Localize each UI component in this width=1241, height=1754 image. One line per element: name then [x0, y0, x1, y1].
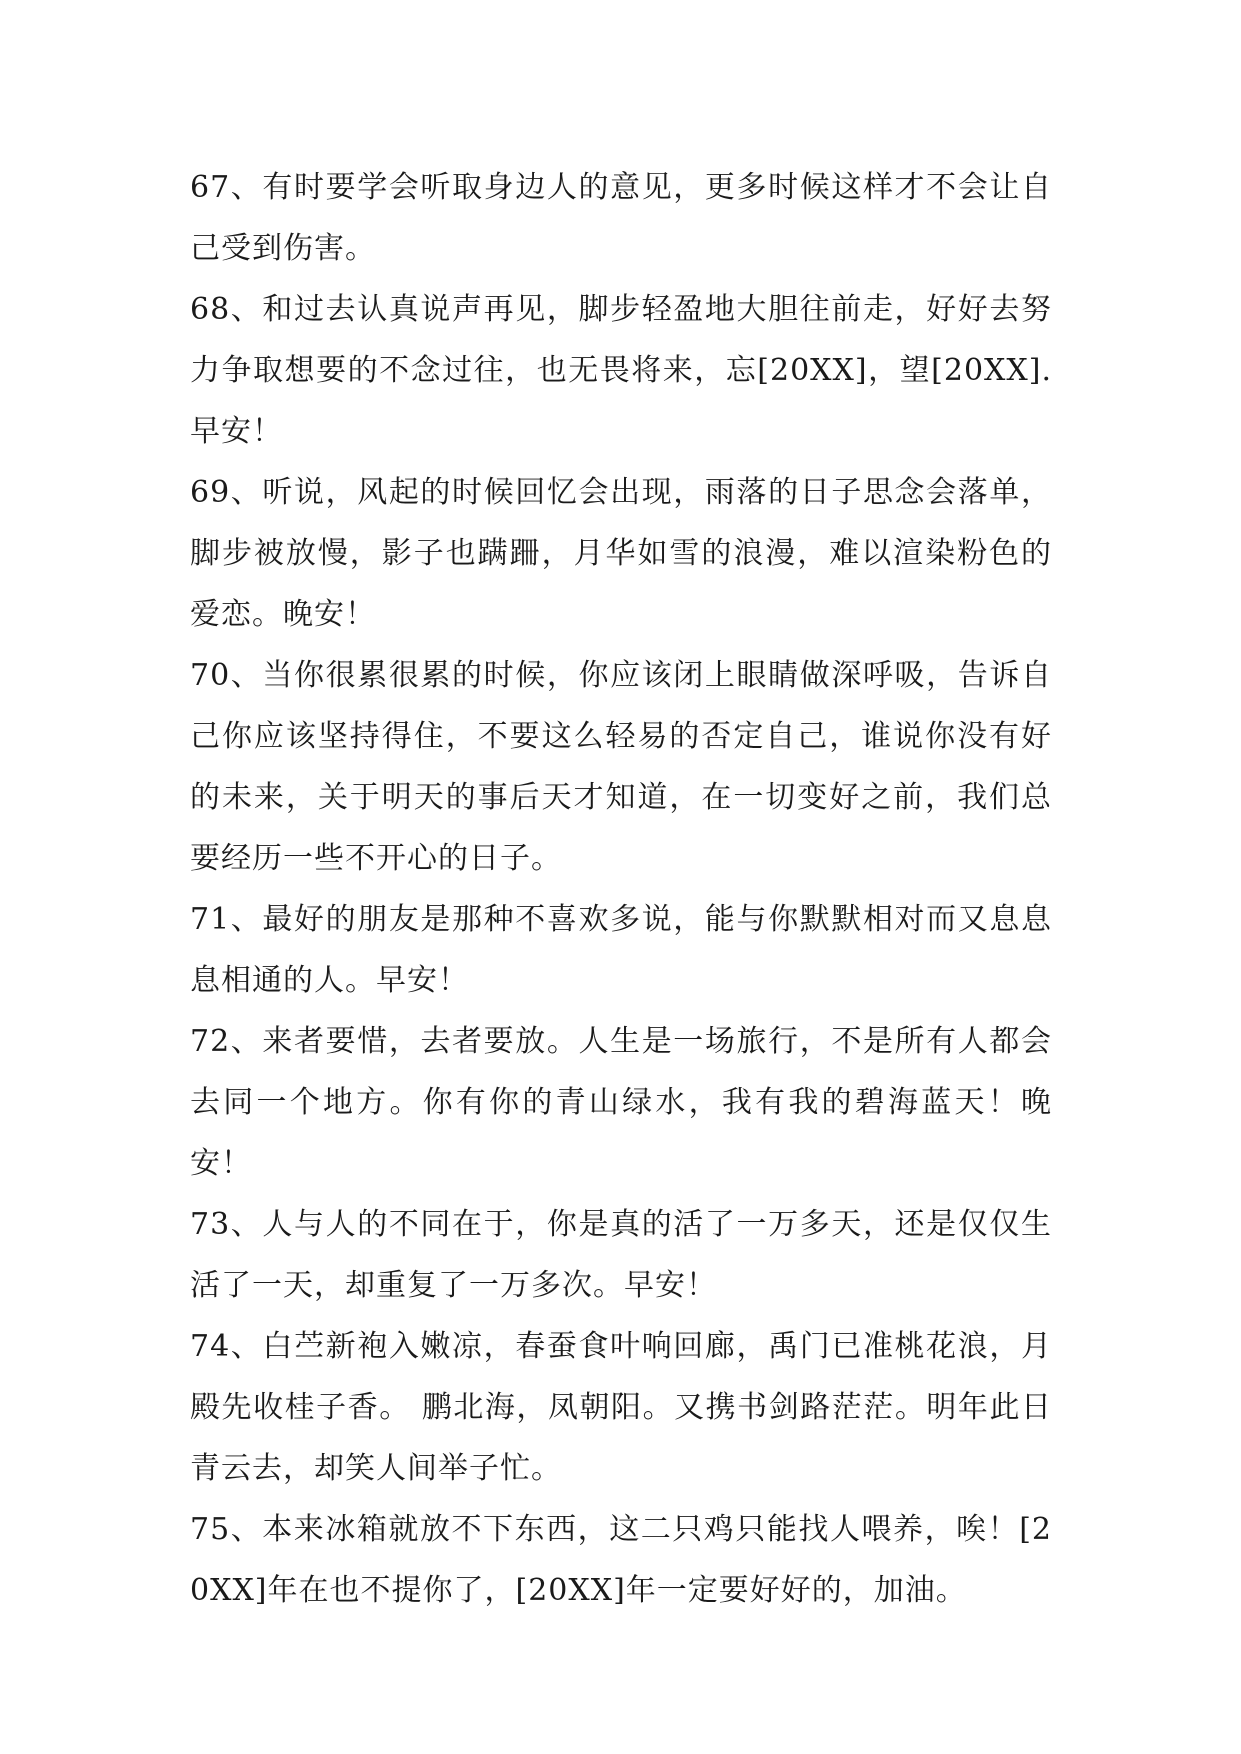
entry-71: 71、最好的朋友是那种不喜欢多说，能与你默默相对而又息息息相通的人。早安！: [190, 902, 1052, 998]
entry-67: 67、有时要学会听取身边人的意见，更多时候这样才不会让自己受到伤害。: [190, 170, 1052, 266]
entry-72: 72、来者要惜，去者要放。人生是一场旅行，不是所有人都会去同一个地方。你有你的青山绿水，我有我的碧海蓝天！晚安！: [190, 1024, 1052, 1181]
document-page: [190, 157, 1052, 1621]
entry-73: 73、人与人的不同在于，你是真的活了一万多天，还是仅仅生活了一天，却重复了一万多次。早安！: [190, 1207, 1052, 1303]
entry-68: 68、和过去认真说声再见，脚步轻盈地大胆往前走，好好去努力争取想要的不念过往，也无畏将来，忘[20XX]，望[20XX].早安！: [190, 292, 1052, 449]
entry-70: 70、当你很累很累的时候，你应该闭上眼睛做深呼吸，告诉自己你应该坚持得住，不要这么轻易的否定自己，谁说你没有好的未来，关于明天的事后天才知道，在一切变好之前，我们总要经历一些不开心的日子。: [190, 658, 1052, 876]
entry-75: 75、本来冰箱就放不下东西，这二只鸡只能找人喂养，唉！[20XX]年在也不提你了，[20XX]年一定要好好的，加油。: [190, 1512, 1052, 1608]
entry-69: 69、听说，风起的时候回忆会出现，雨落的日子思念会落单，脚步被放慢，影子也蹒跚，月华如雪的浪漫，难以渲染粉色的爱恋。晚安！: [190, 475, 1052, 632]
entry-74: 74、白苎新袍入嫩凉，春蚕食叶响回廊，禹门已准桃花浪，月殿先收桂子香。 鹏北海，凤朝阳。又携书剑路茫茫。明年此日青云去，却笑人间举子忙。: [190, 1329, 1052, 1486]
